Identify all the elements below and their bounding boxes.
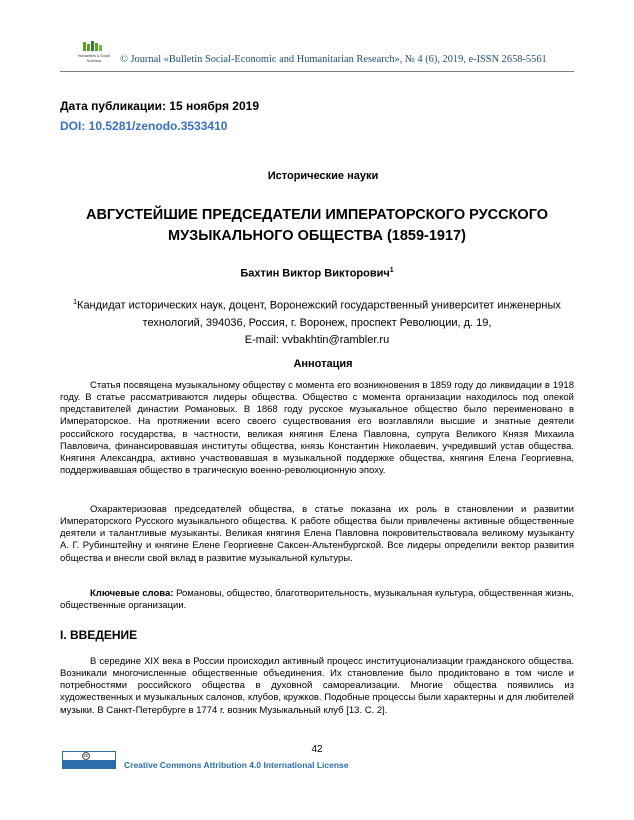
- section-heading: Исторические науки: [267, 170, 379, 182]
- title-line-1: АВГУСТЕЙШИЕ ПРЕДСЕДАТЕЛИ ИМПЕРАТОРСКОГО РУССКОГО: [85, 207, 549, 223]
- annotation-heading: Аннотация: [293, 358, 353, 370]
- author-text: Бахтин Виктор Викторович: [240, 267, 390, 280]
- affiliation-sup: 1: [73, 299, 78, 306]
- svg-text:Sciences: Sciences: [86, 59, 102, 63]
- license-link[interactable]: Creative Commons Attribution 4.0 International License: [124, 760, 349, 770]
- affiliation: [60, 294, 574, 349]
- header-divider: [60, 71, 574, 72]
- journal-logo-icon: [74, 40, 114, 68]
- keywords-text: Романовы, общество, благотворительность, музыкальная культура, общественная жизнь, общественные организации.: [60, 588, 574, 612]
- introduction-paragraph-1: В середине XIX века в России происходил активный процесс институционализации гражданского общества. Возникали многочисленные общественные объединения. Их становление было продиктовано в том числе и потребностями российского общества в духовной самореализации. Многие общества появились из художественных и музыкальных салонов, клубов, кружков. Подобные процессы были характерны и для любителей музыки. В Санкт-Петербурге в 1774 г. возник Музыкальный клуб [13. С. 2].: [60, 656, 574, 716]
- annotation-paragraph-1: Статья посвящена музыкальному обществу с момента его возникновения в 1859 году до ликвидации в 1918 году. В статье рассматриваются лидеры общества. Общество с момента организации находилось под опекой представителей династии Романовых. В 1868 году русское музыкальное общество было переименовано в Императорское. На протяжении всего своего существования его возглавляли высшие и знатные деятели российского государства, в частности, великая княгиня Елена Павловна, супруга Великого Князя Михаила Павловича, финансировавшая институты общества, князь Константин Николаевич, учредивший устав общества. Княгиня Александра, активно участвовавшая в музыкальной поддержке общества, княгиня Елена Георгиевна, поддерживавшая общество в трагическую военно-революционную эпоху.: [60, 380, 574, 477]
- author-name: [0, 267, 634, 280]
- author-email[interactable]: E-mail: vvbakhtin@rambler.ru: [244, 333, 390, 346]
- publication-date: Дата публикации: 15 ноября 2019: [60, 99, 260, 113]
- article-title: [60, 205, 574, 247]
- svg-text:Humanities & Social: Humanities & Social: [77, 54, 111, 58]
- introduction-heading: I. ВВЕДЕНИЕ: [60, 628, 138, 642]
- keywords-label: Ключевые слова:: [90, 588, 174, 599]
- affiliation-line-2: технологий, 394036, Россия, г. Воронеж, проспект Революции, д. 19,: [142, 316, 492, 329]
- doi-link[interactable]: DOI: 10.5281/zenodo.3533410: [60, 119, 228, 133]
- journal-header-line: © Journal «Bulletin Social-Economic and Humanitarian Research», № 4 (6), 2019, e-ISSN 2658-5561: [120, 54, 547, 65]
- annotation-paragraph-2: Охарактеризовав председателей общества, в статье показана их роль в становлении и развитии Императорского Русского музыкального общества. К работе общества были привлечены активные общественные деятели и талантливые музыканты. Великая княгиня Елена Павловна покровительствовала великому музыканту А. Г. Рубинштейну и княгине Елене Георгиевне Саксен-Альтенбургской. Все лидеры определили вектор развития общества и внесли свой вклад в развитие музыкальной культуры.: [60, 504, 574, 564]
- page-number: 42: [311, 744, 323, 755]
- keywords: [60, 588, 574, 612]
- title-line-2: МУЗЫКАЛЬНОГО ОБЩЕСТВА (1859-1917): [168, 228, 466, 244]
- author-sup: 1: [389, 267, 394, 274]
- affiliation-line-1: Кандидат исторических наук, доцент, Воронежский государственный университет инженерных: [77, 299, 561, 312]
- cc-by-icon: cc: [62, 751, 116, 769]
